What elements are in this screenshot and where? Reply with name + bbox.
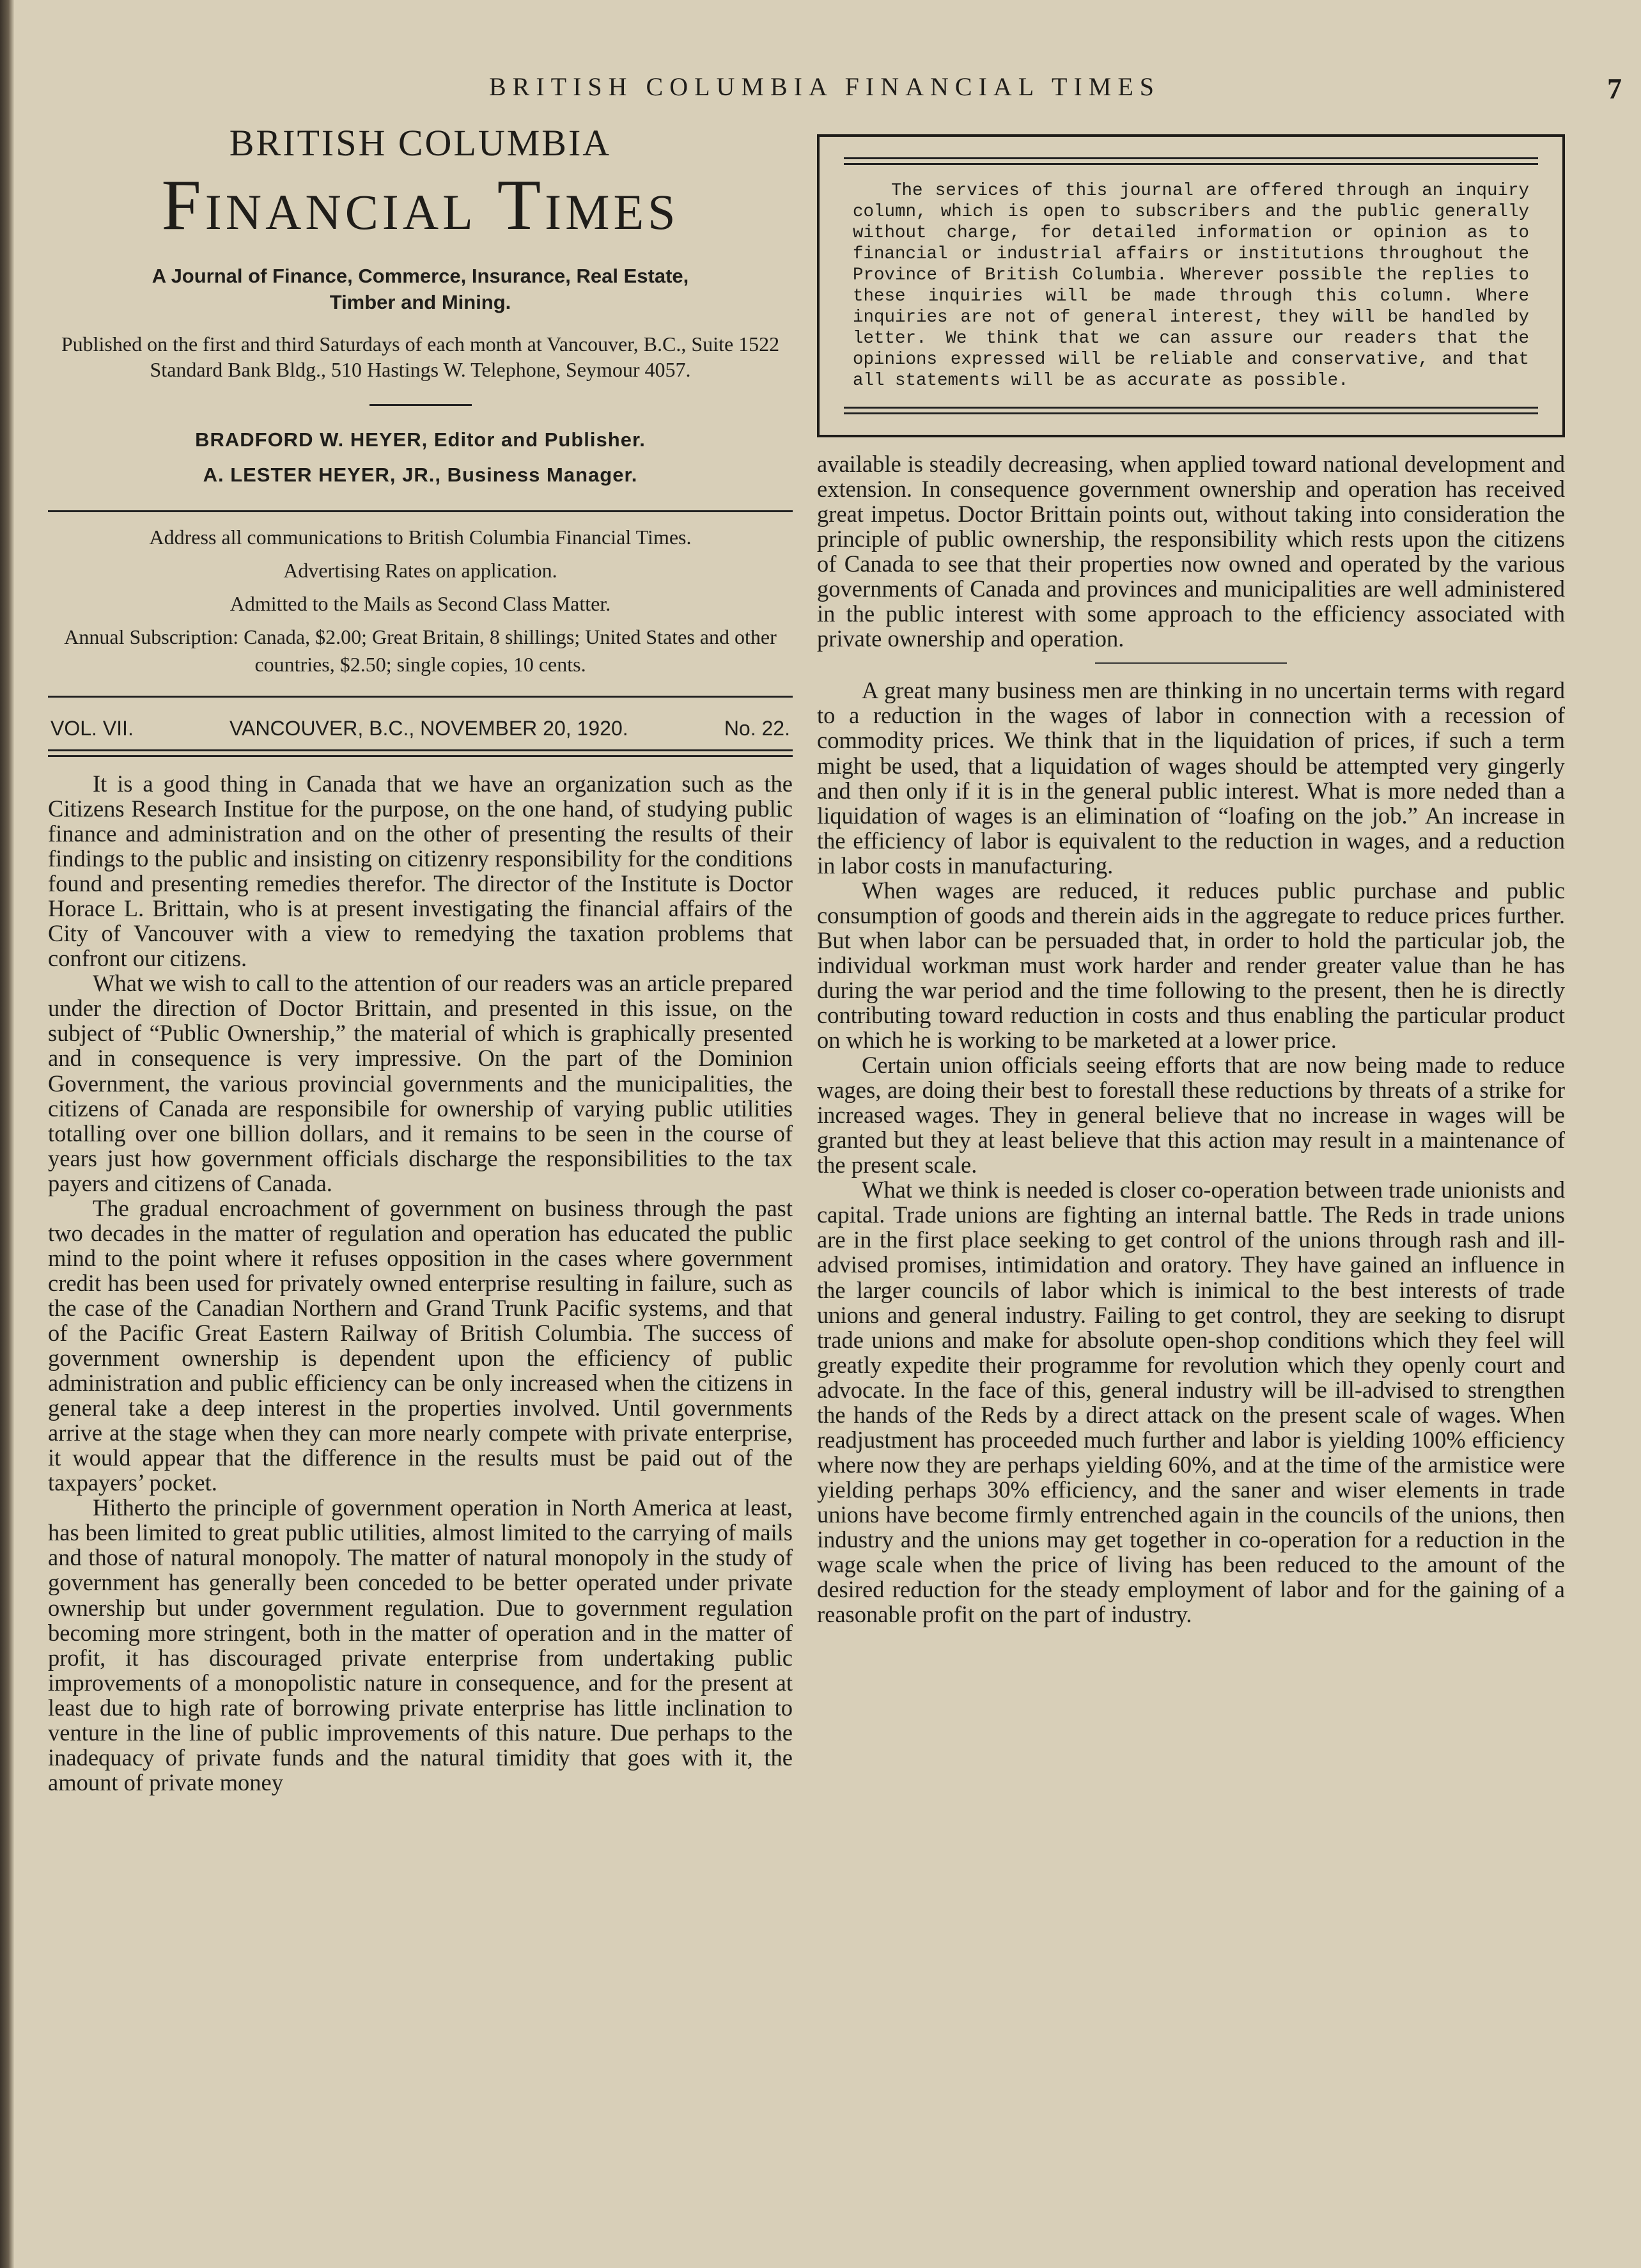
- double-rule: [844, 157, 1538, 165]
- section-divider: [1095, 662, 1287, 664]
- notice-text: [844, 171, 1538, 400]
- double-rule: [844, 407, 1538, 414]
- editorial-article: [48, 771, 793, 1795]
- article-paragraph: It is a good thing in Canada that we have an organization such as the Citizens Research Institue for the purpose, on the one hand, of studying public finance and administration and on the other of presenting the results of their findings to the public and insisting on citizenry responsibility for the conditions found and presenting remedies therefor. The director of the Institute is Doctor Horace L. Brittain, who is at present investigating the financial affairs of the City of Vancouver with a view to remedying the taxation problems that confront our citizens.: [48, 770, 793, 972]
- notice-box: [817, 134, 1565, 437]
- article-paragraph: A great many business men are thinking in no uncertain terms with regard to a reduction in the wages of labor in connection with a recession of commodity prices. We think that in the liquidation of prices, if such a term might be used, that a liquidation of wages should be attempted very gingerly and then only if it is in the general public interest. What is more neded than a liquidation of wages is an elimination of “loafing on the job.” An increase in the efficiency of labor is equivalent to the reduction in wages, and a reduction in labor costs in manufacturing.: [817, 677, 1565, 879]
- advertising-line: Advertising Rates on application.: [283, 559, 557, 583]
- right-column: [817, 134, 1565, 1627]
- subscription-info: [48, 524, 793, 678]
- notice-paragraph: The services of this journal are offered through an inquiry column, which is open to subscribers and the public generally without charge, for detailed information or opinion as to financial or industrial affairs or institutions throughout the Province of British Columbia. Wherever possible the replies to these inquiries will be made through this column. Where inquiries are not of general interest, they will be handled by letter. We think that we can assure our readers that the opinions expressed will be reliable and conservative, and that all statements will be as accurate as possible.: [853, 181, 1529, 391]
- editor-line: BRADFORD W. HEYER, Editor and Publisher.: [195, 428, 646, 451]
- issue-volume: VOL. VII.: [51, 716, 134, 740]
- article-paragraph: Hitherto the principle of government operation in North America at least, has been limited to great public utilities, almost limited to the carrying of mails and those of natural monopoly. The matter of natural monopoly in the study of government has generally been conceded to be better operated under private ownership but under government regulation. Due to government regulation becoming more stringent, both in the matter of operation and in the matter of profit, it has discouraged private enterprise from undertaking public improvements of a monopolistic nature in consequence, and for the present at least due to high rate of borrowing private enterprise has little inclination to venture in the line of public improvements of this nature. Due perhaps to the inadequacy of private funds and the natural timidity that goes with it, the amount of private money: [48, 1494, 793, 1795]
- article-paragraph: available is steadily decreasing, when applied toward national development and extension. In consequence government ownership and operation has received great impetus. Doctor Brittain points out, without taking into consideration the principle of public ownership, the responsibility which rests upon the citizens of Canada to see that their properties now owned and operated by the various governments of Canada and provinces and municipalities are well administered in the public interest with some approach to the efficiency associated with private ownership and operation.: [817, 451, 1565, 652]
- divider: [48, 696, 793, 698]
- article-paragraph: What we think is needed is closer co-operation between trade unionists and capital. Trade unions are fighting an internal battle. The Reds in trade unions are in the first place seeking to get control of the unions through rash and ill-advised promises, intimidation and oratory. They have gained an influence in the larger councils of labor which is inimical to the best interests of trade unions and general industry. Failing to get control, they are seeking to disrupt trade unions and make for absolute open-shop conditions which they feel will greatly expedite their programme for revolution which they openly court and advocate. In the face of this, general industry will be ill-advised to strengthen the hands of the Reds by a direct attack on the present scale of wages. When readjustment has proceeded much further and labor is yielding 100% efficiency where now they are perhaps yielding 60%, and at the time of the armistice were yielding perhaps 30% efficiency, and the saner and wiser elements in trade unions have become firmly entrenched again in the councils of the unions, then industry and the unions may get together in co-operation for a reduction in the wage scale when the price of living has been reduced to the amount of the desired reduction for the steady employment of labor and for the gaining of a reasonable profit on the part of industry.: [817, 1177, 1565, 1628]
- manager-line: A. LESTER HEYER, JR., Business Manager.: [203, 463, 638, 486]
- article-paragraph: The gradual encroachment of government on business through the past two decades in the matter of regulation and operation has educated the public mind to the point where it refuses opposition in the cases where government credit has been used for privately owned enterprise resulting in failure, such as the case of the Canadian Northern and Grand Trunk Pacific systems, and that of the Pacific Great Eastern Railway of British Columbia. The success of government ownership is dependent upon the efficiency of public administration and public efficiency can be only increased when the citizens in general take a deep interest in the properties involved. Until governments arrive at the stage when they can more nearly compete with private enterprise, it would appear that the difference in the results must be paid out of the taxpayers’ pocket.: [48, 1194, 793, 1496]
- page-spine: [0, 0, 14, 2268]
- article-paragraph: What we wish to call to the attention of our readers was an article prepared under the direction of Doctor Brittain, and presented in this issue, on the subject of “Public Ownership,” the material of which is graphically presented and in consequence is very impressive. On the part of the Dominion Government, the various provincial governments and the municipalities, the citizens of Canada are responsibile for ownership of varying public utilities totalling over one billion dollars, and it remains to be seen in the course of years just how government officials discharge the responsibilities to the tax payers and citizens of Canada.: [48, 970, 793, 1196]
- publication-info: Published on the first and third Saturdays of each month at Vancouver, B.C., Suite 1522 Standard Bank Bldg., 510 Hastings W. Telephone, Seymour 4057.: [61, 332, 780, 382]
- masthead-line1: BRITISH COLUMBIA: [229, 122, 612, 164]
- issue-date: VANCOUVER, B.C., NOVEMBER 20, 1920.: [229, 716, 628, 740]
- article-paragraph: When wages are reduced, it reduces public purchase and public consumption of goods and therein aids in the aggregate to reduce prices further. But when labor can be persuaded that, in order to hold the particular job, the individual workman must work harder and render greater value than he has during the war period and the time following to the present, then he is directly contributing toward reduction in costs and thus enabling the particular product on which he is working to be marketed at a lower price.: [817, 877, 1565, 1054]
- issue-line: [48, 717, 793, 740]
- double-rule: [48, 749, 793, 757]
- article-paragraph: Certain union officials seeing efforts that are now being made to reduce wages, are doing their best to forestall these reductions by threats of a strike for increased wages. They in general believe that no increase in wages will be granted but they at least believe that this action may result in a maintenance of the present scale.: [817, 1052, 1565, 1178]
- left-column: [48, 121, 793, 1795]
- subscription-line: Annual Subscription: Canada, $2.00; Great Britain, 8 shillings; United States and other countries, $2.50; single copies, 10 cents.: [64, 625, 777, 676]
- divider: [369, 404, 472, 406]
- masthead-title: Financial Times: [161, 166, 680, 245]
- running-head: BRITISH COLUMBIA FINANCIAL TIMES: [488, 72, 1161, 101]
- masthead: [48, 121, 793, 512]
- divider: [48, 510, 793, 512]
- page-number: 7: [1607, 72, 1622, 105]
- issue-number: No. 22.: [724, 716, 790, 740]
- masthead-subtitle: A Journal of Finance, Commerce, Insurance, Real Estate, Timber and Mining.: [152, 264, 689, 314]
- wages-article: [817, 678, 1565, 1627]
- mails-line: Admitted to the Mails as Second Class Matter.: [229, 592, 611, 616]
- address-line: Address all communications to British Columbia Financial Times.: [149, 525, 692, 549]
- editorial-article-continued: [817, 451, 1565, 651]
